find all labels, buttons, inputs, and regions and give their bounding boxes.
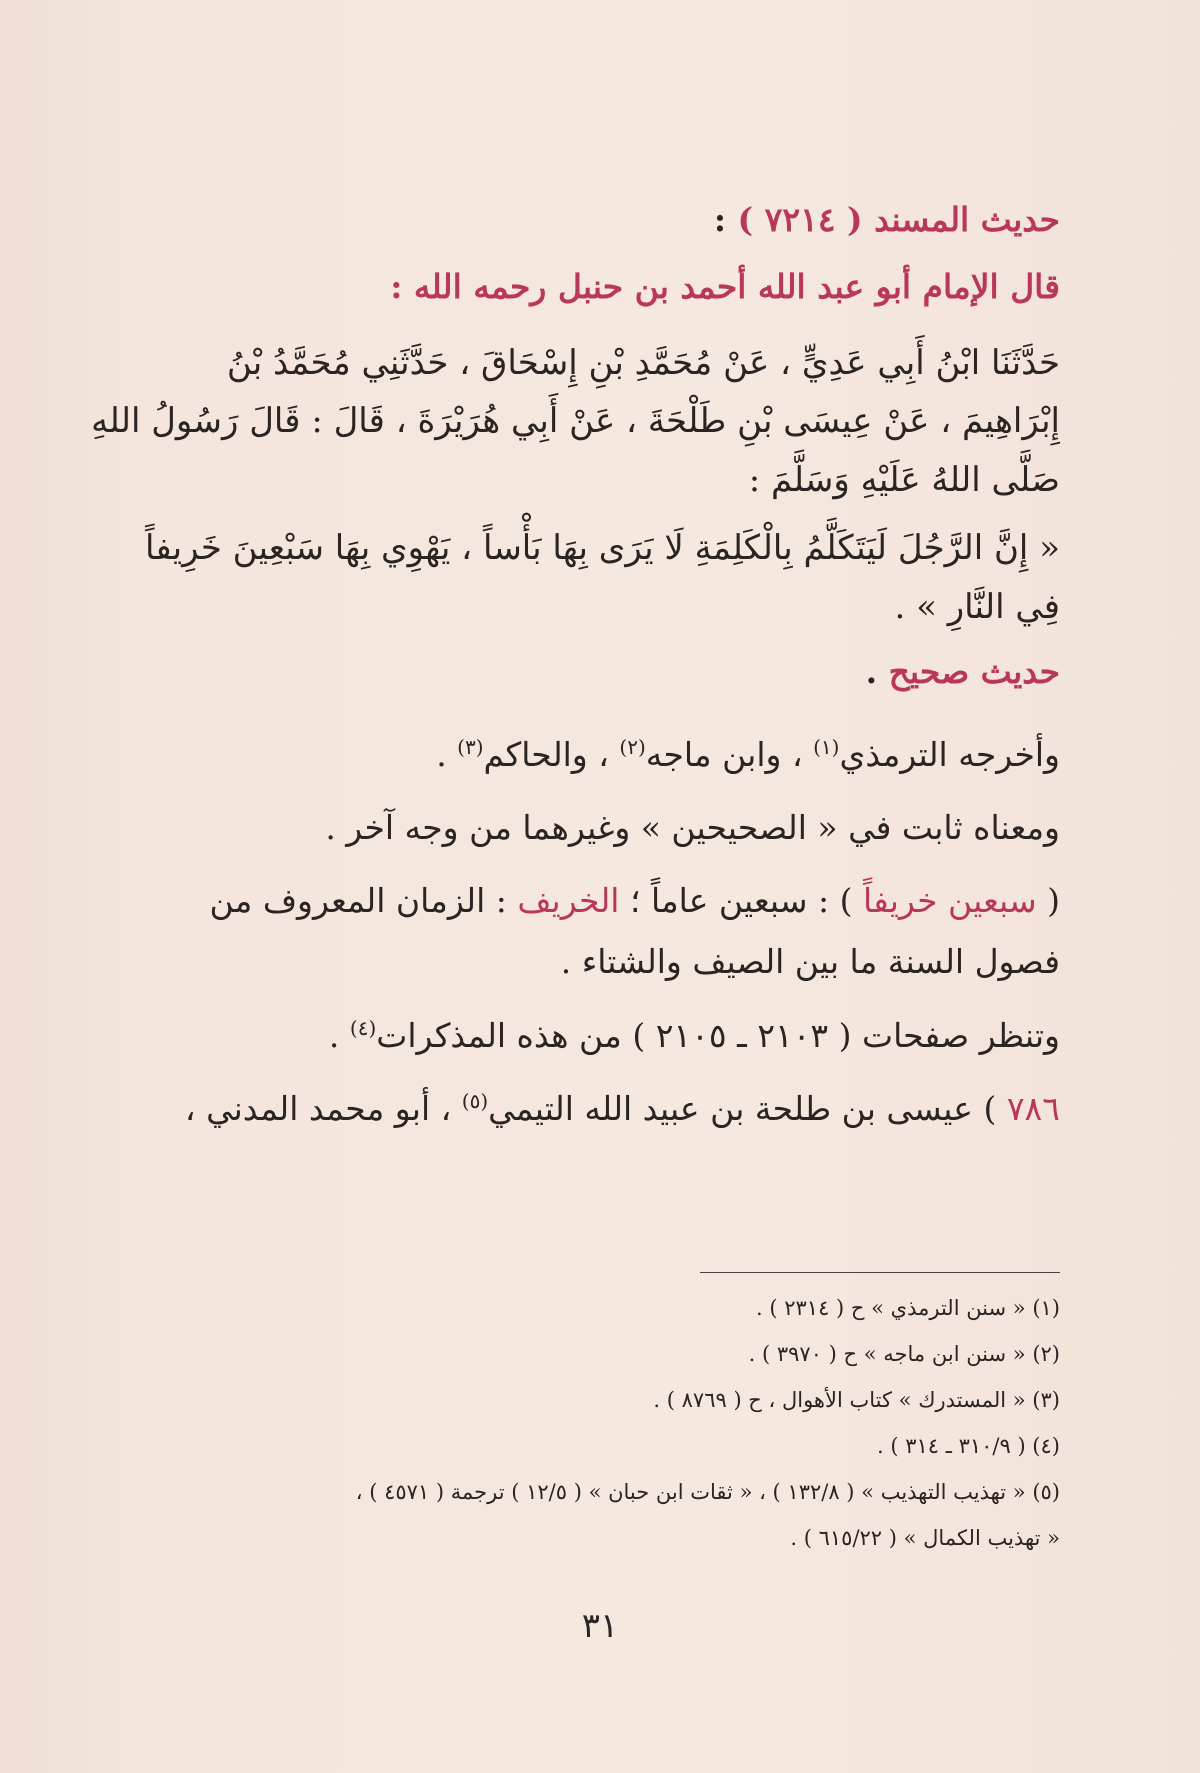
page-number: ٣١: [581, 1606, 619, 1646]
meaning-line: ومعناه ثابت في « الصحيحين » وغيرهما من وجه آخر .: [325, 808, 1060, 848]
gloss-text: ) : سبعين عاماً ؛: [619, 881, 863, 921]
hadith-source-heading: [130, 200, 1060, 239]
footnote-ref-3: (٣): [457, 735, 484, 760]
verdict-label: حديث صحيح: [888, 652, 1060, 692]
entry-line: [130, 1078, 1060, 1139]
verdict: [130, 652, 1060, 691]
matn-paragraph: [130, 519, 1060, 636]
takhrij-text: ، والحاكم: [483, 735, 620, 775]
footnote-ref-4: (٤): [349, 1015, 377, 1040]
isnad-line: حَدَّثَنَا ابْنُ أَبِي عَدِيٍّ ، عَنْ مُحَمَّدِ بْنِ إِسْحَاقَ ، حَدَّثَنِي مُحَمَّدُ بْنُ: [226, 343, 1060, 383]
footnote-divider: [700, 1272, 1060, 1273]
source-colon: :: [713, 200, 727, 239]
matn-line: فِي النَّارِ » .: [894, 586, 1060, 627]
footnote-4: (٤) ( ٣١٠/٩ ـ ٣١٤ ) .: [876, 1434, 1060, 1458]
takhrij-line: [130, 724, 1060, 785]
gloss-line-2: فصول السنة ما بين الصيف والشتاء .: [560, 942, 1060, 982]
footnote-ref-2: (٢): [619, 735, 646, 760]
footnote-5-continued: « تهذيب الكمال » ( ٦١٥/٢٢ ) .: [790, 1526, 1060, 1550]
footnote-2: (٢) « سنن ابن ماجه » ح ( ٣٩٧٠ ) .: [748, 1342, 1060, 1366]
footnote-1: (١) « سنن الترمذي » ح ( ٢٣١٤ ) .: [756, 1296, 1060, 1320]
isnad-paragraph: [91, 334, 1060, 509]
source-number: ( ٧٢١٤ ): [737, 200, 863, 239]
entry-text: ، أبو محمد المدني ،: [184, 1088, 462, 1128]
commentary: [130, 724, 1060, 1138]
see-end: .: [328, 1015, 350, 1055]
gloss-line: [130, 870, 1060, 931]
imam-heading: قال الإمام أبو عبد الله أحمد بن حنبل رحمه الله :: [390, 267, 1060, 306]
takhrij-text: ، وابن ماجه: [645, 735, 814, 775]
footnotes: [130, 1298, 1060, 1574]
footnote-ref-5: (٥): [461, 1088, 489, 1113]
takhrij-text: .: [436, 735, 458, 775]
entry-text: ) عيسى بن طلحة بن عبيد الله التيمي: [488, 1088, 1007, 1128]
see-also-line: [130, 1005, 1060, 1066]
gloss-text: : الزمان المعروف من: [209, 881, 518, 921]
gloss-term-2: الخريف: [517, 881, 620, 921]
matn-line: « إِنَّ الرَّجُلَ لَيَتَكَلَّمُ بِالْكَلِمَةِ لَا يَرَى بِهَا بَأْساً ، يَهْوِي بِهَا سَبْعِينَ خَرِيفاً: [145, 528, 1060, 569]
source-title: حديث المسند: [874, 200, 1060, 239]
gloss-term: سبعين خريفاً: [862, 881, 1037, 921]
main-text: [91, 200, 1060, 1139]
footnote-5: (٥) « تهذيب التهذيب » ( ١٣٢/٨ ) ، « ثقات ابن حبان » ( ١٢/٥ ) ترجمة ( ٤٥٧١ ) ،: [355, 1480, 1060, 1504]
isnad-line: صَلَّى اللهُ عَلَيْهِ وَسَلَّمَ :: [748, 459, 1060, 500]
entry-number: ٧٨٦: [1006, 1088, 1060, 1128]
verdict-dot: .: [865, 652, 889, 692]
footnote-3: (٣) « المستدرك » كتاب الأهوال ، ح ( ٨٧٦٩ ) .: [653, 1388, 1060, 1412]
isnad-line: إِبْرَاهِيمَ ، عَنْ عِيسَى بْنِ طَلْحَةَ ، عَنْ أَبِي هُرَيْرَةَ ، قَالَ : قَالَ رَسُولُ اللهِ: [91, 401, 1060, 442]
takhrij-text: وأخرجه الترمذي: [839, 735, 1060, 775]
footnote-ref-1: (١): [813, 735, 840, 760]
see-text: وتنظر صفحات ( ٢١٠٣ ـ ٢١٠٥ ) من هذه المذكرات: [376, 1015, 1060, 1055]
gloss-text: (: [1036, 881, 1060, 921]
